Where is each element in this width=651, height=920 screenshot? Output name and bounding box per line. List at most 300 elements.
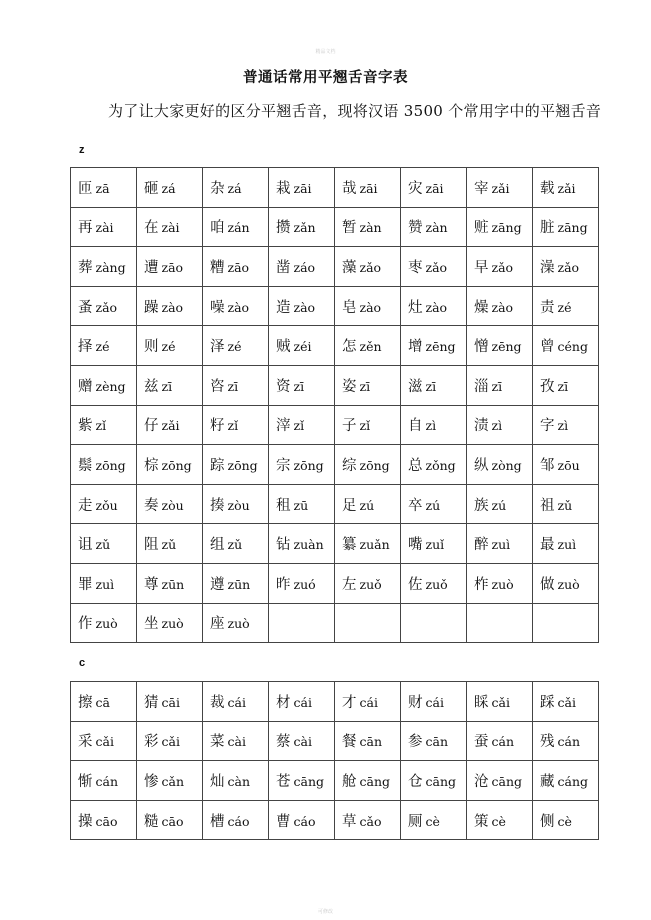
pinyin-reading: zuǐ (425, 537, 445, 553)
table-cell (203, 524, 269, 564)
table-cell (71, 326, 137, 366)
table-cell (137, 484, 203, 524)
pinyin-reading: zé (161, 339, 176, 355)
pinyin-reading: zī (227, 378, 239, 394)
table-cell (203, 247, 269, 287)
table-cell (71, 484, 137, 524)
table-cell (467, 800, 533, 840)
hanzi-character: 紫 (78, 418, 93, 435)
pinyin-reading: zài (95, 220, 114, 236)
table-cell (71, 365, 137, 405)
table-cell (269, 524, 335, 564)
hanzi-character: 仔 (144, 418, 159, 435)
table-cell (137, 524, 203, 564)
table-cell (203, 286, 269, 326)
hanzi-character: 增 (408, 339, 423, 356)
table-cell (137, 445, 203, 485)
table-cell (467, 524, 533, 564)
hanzi-character: 惨 (144, 773, 159, 790)
character-table-z (70, 167, 599, 643)
table-cell (533, 286, 599, 326)
section-label-c: c (79, 657, 86, 669)
pinyin-reading: zé (95, 339, 110, 355)
hanzi-character: 再 (78, 220, 93, 237)
table-cell (269, 721, 335, 761)
hanzi-character: 苍 (276, 773, 291, 790)
pinyin-reading: zǐ (95, 418, 107, 434)
hanzi-character: 载 (540, 180, 555, 197)
pinyin-reading: zǒu (95, 497, 118, 513)
hanzi-character: 走 (78, 497, 93, 514)
hanzi-character: 憎 (474, 339, 489, 356)
pinyin-reading: cán (557, 734, 581, 750)
table-cell (533, 563, 599, 603)
table-cell (269, 365, 335, 405)
table-cell (203, 563, 269, 603)
table-cell (269, 761, 335, 801)
hanzi-character: 鬃 (78, 457, 93, 474)
table-cell (269, 207, 335, 247)
table-cell (533, 326, 599, 366)
hanzi-character: 柞 (474, 576, 489, 593)
table-cell (71, 603, 137, 643)
pinyin-reading: zǎi (161, 418, 180, 434)
table-cell (335, 247, 401, 287)
pinyin-reading: zǐ (227, 418, 239, 434)
hanzi-character: 左 (342, 576, 357, 593)
pinyin-reading: zuǒ (359, 576, 382, 592)
hanzi-character: 咱 (210, 220, 225, 237)
table-cell (203, 365, 269, 405)
hanzi-character: 作 (78, 616, 93, 633)
pinyin-reading: zòng (491, 457, 522, 473)
table-cell (335, 603, 401, 643)
pinyin-reading: cāo (161, 813, 184, 829)
table-row (71, 207, 599, 247)
hanzi-character: 栽 (276, 180, 291, 197)
hanzi-character: 蔡 (276, 734, 291, 751)
hanzi-character: 灶 (408, 299, 423, 316)
table-cell (71, 445, 137, 485)
pinyin-reading: céng (557, 339, 588, 355)
table-cell (203, 603, 269, 643)
pinyin-reading: cāng (293, 773, 325, 789)
pinyin-reading: cán (95, 773, 119, 789)
hanzi-character: 蚕 (474, 734, 489, 751)
page-title: 普通话常用平翘舌音字表 (243, 70, 408, 86)
pinyin-reading: zuò (227, 616, 250, 632)
hanzi-character: 砸 (144, 180, 159, 197)
hanzi-character: 贼 (276, 339, 291, 356)
hanzi-character: 则 (144, 339, 159, 356)
table-cell (137, 563, 203, 603)
pinyin-reading: zī (557, 378, 569, 394)
hanzi-character: 邹 (540, 457, 555, 474)
hanzi-character: 滓 (276, 418, 291, 435)
hanzi-character: 醉 (474, 537, 489, 554)
table-cell (335, 286, 401, 326)
pinyin-reading: zào (293, 299, 316, 315)
table-cell (137, 800, 203, 840)
pinyin-reading: cái (293, 694, 312, 710)
pinyin-reading: cǎi (491, 694, 510, 710)
hanzi-character: 自 (408, 418, 423, 435)
table-cell (269, 563, 335, 603)
table-cell (203, 405, 269, 445)
table-cell (467, 761, 533, 801)
hanzi-character: 遵 (210, 576, 225, 593)
table-cell (269, 682, 335, 722)
hanzi-character: 兹 (144, 378, 159, 395)
table-cell (137, 682, 203, 722)
table-cell (269, 247, 335, 287)
table-cell (533, 761, 599, 801)
page-header-mark: 精品文档 (315, 49, 336, 55)
pinyin-reading: zǔ (95, 537, 111, 553)
table-row (71, 761, 599, 801)
pinyin-reading: zàng (95, 259, 126, 275)
table-cell (533, 603, 599, 643)
table-row (71, 721, 599, 761)
hanzi-character: 噪 (210, 299, 225, 316)
pinyin-reading: cǎo (359, 813, 382, 829)
hanzi-character: 揍 (210, 497, 225, 514)
table-cell (137, 207, 203, 247)
table-row (71, 800, 599, 840)
hanzi-character: 姿 (342, 378, 357, 395)
pinyin-reading: záo (293, 259, 316, 275)
table-cell (269, 603, 335, 643)
table-row (71, 524, 599, 564)
table-cell (269, 168, 335, 208)
hanzi-character: 餐 (342, 734, 357, 751)
hanzi-character: 族 (474, 497, 489, 514)
table-cell (467, 207, 533, 247)
hanzi-character: 擦 (78, 694, 93, 711)
pinyin-reading: zuò (491, 576, 514, 592)
hanzi-character: 暂 (342, 220, 357, 237)
table-cell (71, 563, 137, 603)
hanzi-character: 藏 (540, 773, 555, 790)
pinyin-reading: cái (425, 694, 444, 710)
character-table-c (70, 681, 599, 840)
table-cell (467, 682, 533, 722)
table-cell (137, 326, 203, 366)
hanzi-character: 皂 (342, 299, 357, 316)
pinyin-reading: cáo (293, 813, 316, 829)
pinyin-reading: zōng (227, 457, 258, 473)
pinyin-reading: cài (227, 734, 246, 750)
table-cell (137, 168, 203, 208)
hanzi-character: 遭 (144, 259, 159, 276)
pinyin-reading: zǎn (293, 220, 316, 236)
hanzi-character: 择 (78, 339, 93, 356)
pinyin-reading: zuì (557, 537, 577, 553)
pinyin-reading: cè (557, 813, 572, 829)
table-cell (335, 445, 401, 485)
hanzi-character: 宰 (474, 180, 489, 197)
pinyin-reading: zī (293, 378, 305, 394)
pinyin-reading: zé (227, 339, 242, 355)
pinyin-reading: zào (227, 299, 250, 315)
table-cell (71, 800, 137, 840)
table-row (71, 286, 599, 326)
pinyin-reading: zāo (161, 259, 184, 275)
pinyin-reading: cǎi (95, 734, 114, 750)
table-cell (533, 524, 599, 564)
pinyin-reading: zǎo (491, 259, 514, 275)
hanzi-character: 踩 (540, 694, 555, 711)
hanzi-character: 诅 (78, 537, 93, 554)
hanzi-character: 坐 (144, 616, 159, 633)
page-footer-mark: 可修改 (317, 909, 333, 915)
hanzi-character: 在 (144, 220, 159, 237)
hanzi-character: 凿 (276, 259, 291, 276)
pinyin-reading: càn (227, 773, 251, 789)
pinyin-reading: zōng (161, 457, 192, 473)
hanzi-character: 才 (342, 694, 357, 711)
pinyin-reading: cáo (227, 813, 250, 829)
hanzi-character: 昨 (276, 576, 291, 593)
pinyin-reading: zé (557, 299, 572, 315)
hanzi-character: 睬 (474, 694, 489, 711)
table-cell (335, 326, 401, 366)
pinyin-reading: zú (425, 497, 441, 513)
table-cell (137, 247, 203, 287)
table-cell (335, 405, 401, 445)
table-cell (533, 168, 599, 208)
hanzi-character: 躁 (144, 299, 159, 316)
pinyin-reading: zǎo (557, 259, 580, 275)
hanzi-character: 奏 (144, 497, 159, 514)
hanzi-character: 糟 (210, 259, 225, 276)
table-cell (269, 405, 335, 445)
pinyin-reading: zī (161, 378, 173, 394)
pinyin-reading: zài (161, 220, 180, 236)
hanzi-character: 赃 (474, 220, 489, 237)
table-cell (467, 445, 533, 485)
table-cell (467, 286, 533, 326)
table-cell (203, 168, 269, 208)
hanzi-character: 罪 (78, 576, 93, 593)
hanzi-character: 嘴 (408, 537, 423, 554)
pinyin-reading: zī (359, 378, 371, 394)
pinyin-reading: zòu (227, 497, 250, 513)
table-cell (203, 326, 269, 366)
hanzi-character: 组 (210, 537, 225, 554)
table-cell (401, 563, 467, 603)
hanzi-character: 枣 (408, 259, 423, 276)
table-cell (71, 168, 137, 208)
table-row (71, 563, 599, 603)
hanzi-character: 哉 (342, 180, 357, 197)
table-cell (533, 405, 599, 445)
pinyin-reading: zán (227, 220, 250, 236)
hanzi-character: 怎 (342, 339, 357, 356)
table-cell (335, 682, 401, 722)
hanzi-character: 策 (474, 813, 489, 830)
table-cell (71, 207, 137, 247)
table-cell (203, 761, 269, 801)
hanzi-character: 宗 (276, 457, 291, 474)
hanzi-character: 责 (540, 299, 555, 316)
hanzi-character: 纂 (342, 537, 357, 554)
table-cell (467, 405, 533, 445)
table-cell (137, 286, 203, 326)
table-cell (269, 326, 335, 366)
pinyin-reading: zǎo (359, 259, 382, 275)
pinyin-reading: zá (227, 180, 242, 196)
table-cell (401, 761, 467, 801)
hanzi-character: 早 (474, 259, 489, 276)
table-cell (467, 365, 533, 405)
hanzi-character: 裁 (210, 694, 225, 711)
pinyin-reading: cāi (161, 694, 180, 710)
table-cell (335, 721, 401, 761)
table-cell (71, 721, 137, 761)
table-cell (533, 682, 599, 722)
pinyin-reading: cài (293, 734, 312, 750)
pinyin-reading: cáng (557, 773, 589, 789)
table-cell (335, 484, 401, 524)
pinyin-reading: cè (491, 813, 506, 829)
pinyin-reading: cā (95, 694, 110, 710)
pinyin-reading: zāi (293, 180, 312, 196)
pinyin-reading: cān (359, 734, 383, 750)
table-cell (137, 721, 203, 761)
hanzi-character: 槽 (210, 813, 225, 830)
table-row (71, 247, 599, 287)
hanzi-character: 猜 (144, 694, 159, 711)
hanzi-character: 攒 (276, 220, 291, 237)
pinyin-reading: zāo (227, 259, 250, 275)
hanzi-character: 卒 (408, 497, 423, 514)
hanzi-character: 造 (276, 299, 291, 316)
table-cell (467, 326, 533, 366)
table-cell (71, 247, 137, 287)
hanzi-character: 灾 (408, 180, 423, 197)
pinyin-reading: zuàn (293, 537, 324, 553)
pinyin-reading: zào (425, 299, 448, 315)
pinyin-reading: zā (95, 180, 110, 196)
table-cell (401, 405, 467, 445)
intro-paragraph: 为了让大家更好的区分平翘舌音，现将汉语 3500 个常用字中的平翘舌音 (108, 102, 602, 120)
table-cell (71, 405, 137, 445)
table-cell (401, 682, 467, 722)
pinyin-reading: zú (359, 497, 375, 513)
hanzi-character: 仓 (408, 773, 423, 790)
pinyin-reading: zào (161, 299, 184, 315)
hanzi-character: 财 (408, 694, 423, 711)
hanzi-character: 杂 (210, 180, 225, 197)
pinyin-reading: zòu (161, 497, 184, 513)
pinyin-reading: cái (227, 694, 246, 710)
pinyin-reading: zōng (359, 457, 390, 473)
pinyin-reading: cái (359, 694, 378, 710)
pinyin-reading: zú (491, 497, 507, 513)
pinyin-reading: cāo (95, 813, 118, 829)
table-row (71, 484, 599, 524)
pinyin-reading: zāi (425, 180, 444, 196)
table-row (71, 405, 599, 445)
pinyin-reading: zàn (425, 220, 448, 236)
pinyin-reading: zuò (95, 616, 118, 632)
hanzi-character: 泽 (210, 339, 225, 356)
pinyin-reading: zuì (491, 537, 511, 553)
pinyin-reading: zào (359, 299, 382, 315)
table-cell (203, 484, 269, 524)
hanzi-character: 钻 (276, 537, 291, 554)
pinyin-reading: cǎn (161, 773, 185, 789)
table-cell (401, 247, 467, 287)
table-cell (401, 365, 467, 405)
hanzi-character: 纵 (474, 457, 489, 474)
pinyin-reading: zǎo (95, 299, 118, 315)
pinyin-reading: zì (557, 418, 569, 434)
table-cell (71, 761, 137, 801)
hanzi-character: 材 (276, 694, 291, 711)
hanzi-character: 蚤 (78, 299, 93, 316)
pinyin-reading: zéi (293, 339, 312, 355)
hanzi-character: 赠 (78, 378, 93, 395)
table-cell (533, 207, 599, 247)
pinyin-reading: zēng (425, 339, 456, 355)
hanzi-character: 沧 (474, 773, 489, 790)
hanzi-character: 匝 (78, 180, 93, 197)
pinyin-reading: zuò (161, 616, 184, 632)
pinyin-reading: zuó (293, 576, 316, 592)
pinyin-reading: zǎo (425, 259, 448, 275)
hanzi-character: 佐 (408, 576, 423, 593)
pinyin-reading: zēng (491, 339, 522, 355)
section-label-z: z (79, 144, 85, 156)
table-cell (137, 405, 203, 445)
hanzi-character: 菜 (210, 734, 225, 751)
pinyin-reading: zǒng (425, 457, 456, 473)
hanzi-character: 草 (342, 813, 357, 830)
pinyin-reading: zāng (491, 220, 522, 236)
hanzi-character: 综 (342, 457, 357, 474)
table-cell (335, 563, 401, 603)
pinyin-reading: zì (491, 418, 503, 434)
pinyin-reading: zuì (95, 576, 115, 592)
pinyin-reading: zī (491, 378, 503, 394)
pinyin-reading: cǎi (557, 694, 576, 710)
table-cell (137, 761, 203, 801)
hanzi-character: 葬 (78, 259, 93, 276)
hanzi-character: 参 (408, 734, 423, 751)
hanzi-character: 子 (342, 418, 357, 435)
pinyin-reading: zūn (161, 576, 185, 592)
hanzi-character: 侧 (540, 813, 555, 830)
table-cell (401, 484, 467, 524)
hanzi-character: 渍 (474, 418, 489, 435)
table-cell (335, 168, 401, 208)
table-cell (71, 524, 137, 564)
table-cell (401, 800, 467, 840)
hanzi-character: 祖 (540, 497, 555, 514)
table-cell (269, 800, 335, 840)
hanzi-character: 资 (276, 378, 291, 395)
hanzi-character: 曾 (540, 339, 555, 356)
table-cell (203, 682, 269, 722)
hanzi-character: 淄 (474, 378, 489, 395)
hanzi-character: 澡 (540, 259, 555, 276)
hanzi-character: 赞 (408, 220, 423, 237)
table-cell (533, 800, 599, 840)
table-cell (467, 484, 533, 524)
hanzi-character: 灿 (210, 773, 225, 790)
